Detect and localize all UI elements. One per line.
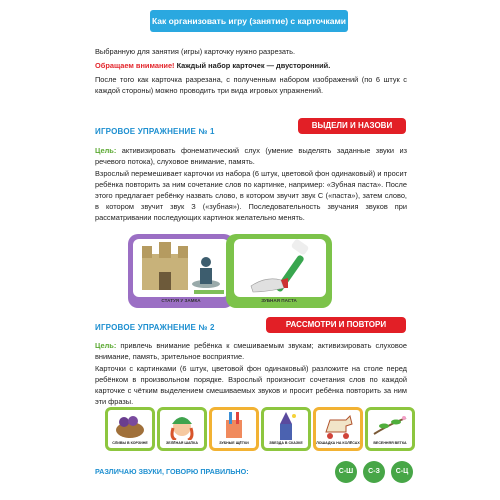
exercise2-goal-text: привлечь внимание ребёнка к смешиваемым звукам; активизировать слуховое внимание, память, зрительное восприятие. bbox=[95, 341, 407, 361]
puzzle-card-castle bbox=[128, 234, 234, 308]
page-header bbox=[0, 0, 500, 46]
strip-card-wizard bbox=[261, 407, 311, 451]
picture-cards-strip bbox=[95, 407, 415, 455]
strip-card-hat bbox=[157, 407, 207, 451]
exercise1-goal-text: активизировать фонематический слух (умение выделять заданные звуки из речевого потока), слуховое внимание, память. bbox=[95, 146, 407, 166]
intro-attention bbox=[95, 60, 407, 71]
toothpaste-picture bbox=[226, 234, 332, 308]
strip-card-toothbrushes bbox=[209, 407, 259, 451]
footer bbox=[95, 461, 415, 483]
exercise2-goal-label: Цель: bbox=[95, 341, 117, 350]
exercise2-badge: РАССМОТРИ И ПОВТОРИ bbox=[266, 317, 406, 333]
strip-card-horse bbox=[313, 407, 363, 451]
exercise1-body: Взрослый перемешивает карточки из набора (6 штук, цветовой фон одинаковый) и просит ребёнка повторить за ним сочетание слов по картинке, например: «Зубная паста». После этого предлагает ребёнку назвать слово, в котором звучит звук С («паста»), затем слово, в котором звучит звук З («зубная»). Последовательность звучания звуков при рассматривании последующих картинок желательно менять. bbox=[95, 169, 407, 222]
strip-caption-plums: СЛИВЫ В КОРЗИНЕ bbox=[112, 441, 148, 445]
strip-caption-horse: ЛОШАДКА НА КОЛЁСАХ bbox=[316, 441, 360, 445]
strip-caption-wizard: ЗВЕЗДА В СКАЗКЕ bbox=[269, 441, 303, 445]
strip-card-branch bbox=[365, 407, 415, 451]
exercise1-goal-label: Цель: bbox=[95, 146, 117, 155]
intro-paragraph-2: После того как карточка разрезана, с полученным набором изображений (по 6 штук с каждой стороны) можно проводить три вида игровых упражнений. bbox=[95, 75, 407, 95]
footer-text: РАЗЛИЧАЮ ЗВУКИ, ГОВОРЮ ПРАВИЛЬНО: bbox=[95, 467, 249, 476]
attention-label: Обращаем внимание! bbox=[95, 61, 175, 70]
exercise2-body: Карточки с картинками (6 штук, цветовой фон одинаковый) разложите на столе перед ребёнком в произвольном порядке. Взрослый произносит сочетания слов по каждой карточке с чётким выделением смешиваемых звуков и просит ребёнка повторить за ним эти фразы. bbox=[95, 364, 407, 406]
page-title: Как организовать игру (занятие) с карточками bbox=[150, 10, 348, 32]
exercise1-title: ИГРОВОЕ УПРАЖНЕНИЕ № 1 bbox=[95, 127, 215, 136]
attention-text: Каждый набор карточек — двусторонний. bbox=[174, 61, 331, 70]
exercise2-title: ИГРОВОЕ УПРАЖНЕНИЕ № 2 bbox=[95, 323, 215, 332]
exercise2-goal bbox=[95, 340, 407, 362]
sound-pair-s-ts: С-Ц bbox=[391, 461, 413, 483]
exercise1-goal bbox=[95, 145, 407, 167]
strip-caption-toothbrushes: ЗУБНЫЕ ЩЁТКИ bbox=[219, 441, 249, 445]
sound-pair-s-sh: С-Ш bbox=[335, 461, 357, 483]
sound-pair-s-z: С-З bbox=[363, 461, 385, 483]
strip-card-plums bbox=[105, 407, 155, 451]
intro-paragraph-1: Выбранную для занятия (игры) карточку нужно разрезать. bbox=[95, 47, 296, 56]
castle-statue-picture bbox=[128, 234, 234, 308]
strip-caption-branch: ВЕСЕННЯЯ ВЕТКА bbox=[373, 441, 407, 445]
puzzle-card-toothpaste bbox=[226, 234, 332, 308]
strip-caption-hat: ЗЕЛЁНАЯ ШАПКА bbox=[166, 441, 198, 445]
exercise1-badge: ВЫДЕЛИ И НАЗОВИ bbox=[298, 118, 406, 134]
toothpaste-card-caption: ЗУБНАЯ ПАСТА bbox=[261, 298, 297, 303]
castle-card-caption: СТАТУЯ У ЗАМКА bbox=[161, 298, 201, 303]
